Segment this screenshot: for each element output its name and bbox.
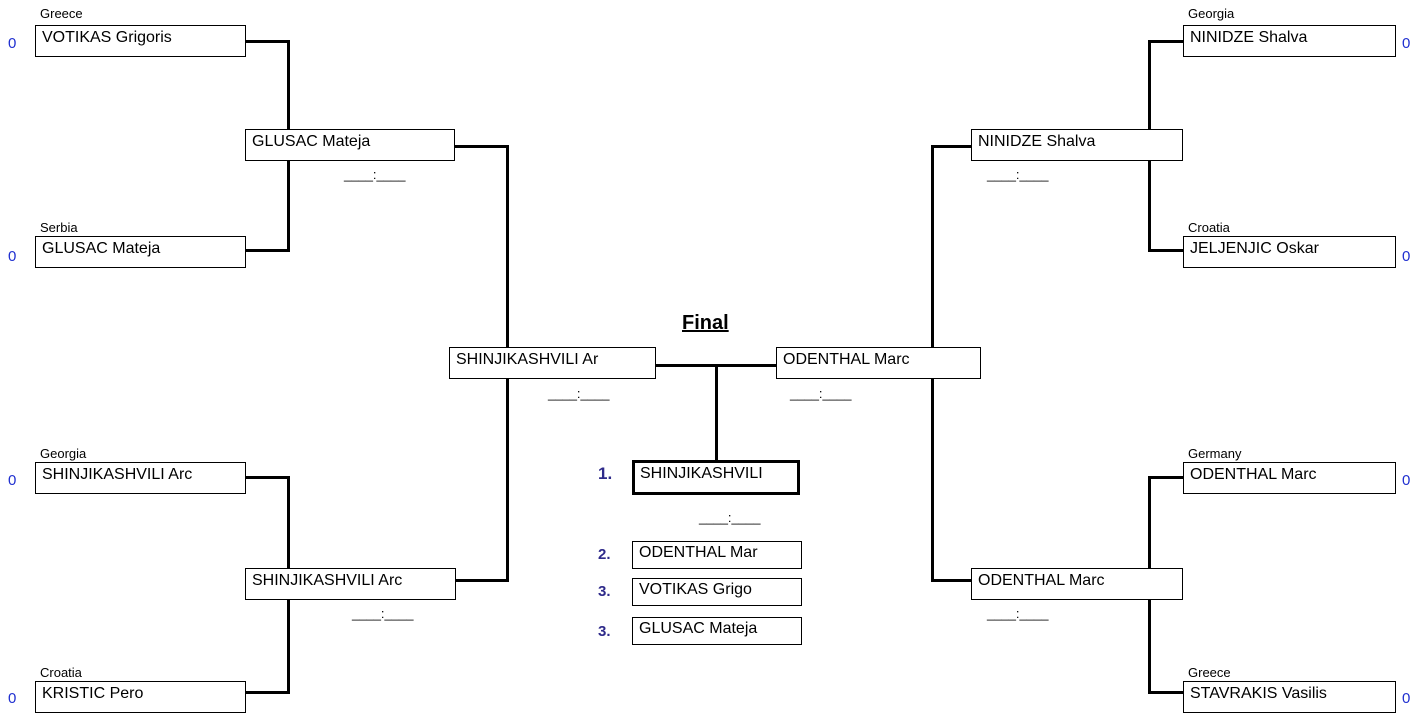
semifinal-slot[interactable]: ODENTHAL Marc <box>971 568 1183 600</box>
bracket-connector <box>1148 599 1151 694</box>
match-score: ____:____ <box>548 386 610 401</box>
bracket-connector <box>456 579 509 582</box>
bracket-connector <box>1148 40 1151 130</box>
score-value: 0 <box>1402 35 1411 52</box>
country-label: Georgia <box>1188 6 1235 21</box>
score-value: 0 <box>1402 248 1411 265</box>
match-score: ____:____ <box>344 167 406 182</box>
finalist-slot-left[interactable]: SHINJIKASHVILI Ar <box>449 347 656 379</box>
bracket-connector <box>246 691 290 694</box>
country-label: Germany <box>1188 446 1242 461</box>
player-slot[interactable]: GLUSAC Mateja <box>35 236 246 268</box>
bracket-connector <box>931 145 971 148</box>
bracket-connector <box>506 145 509 348</box>
country-label: Serbia <box>40 220 78 235</box>
bracket-connector <box>1148 160 1151 252</box>
player-slot[interactable]: NINIDZE Shalva <box>1183 25 1396 57</box>
finalist-slot-right[interactable]: ODENTHAL Marc <box>776 347 981 379</box>
semifinal-slot[interactable]: NINIDZE Shalva <box>971 129 1183 161</box>
semifinal-slot[interactable]: SHINJIKASHVILI Arc <box>245 568 456 600</box>
bracket-connector <box>1148 40 1183 43</box>
country-label: Georgia <box>40 446 87 461</box>
final-title: Final <box>682 312 729 334</box>
rank-1: 1. <box>598 464 613 483</box>
player-slot[interactable]: SHINJIKASHVILI Arc <box>35 462 246 494</box>
match-score: ____:____ <box>699 510 761 525</box>
bracket-connector <box>455 145 509 148</box>
match-score: ____:____ <box>352 606 414 621</box>
bracket-connector <box>506 378 509 582</box>
match-score: ____:____ <box>987 606 1049 621</box>
bracket-connector <box>1148 476 1151 569</box>
bracket-connector <box>246 476 290 479</box>
player-slot[interactable]: KRISTIC Pero <box>35 681 246 713</box>
bracket-connector <box>1148 476 1183 479</box>
rank-3: 3. <box>598 583 611 600</box>
player-slot[interactable]: JELJENJIC Oskar <box>1183 236 1396 268</box>
country-label: Greece <box>40 6 83 21</box>
bracket-connector <box>287 599 290 694</box>
bracket-connector <box>246 249 290 252</box>
match-score: ____:____ <box>987 167 1049 182</box>
bracket-connector <box>1148 249 1183 252</box>
player-slot[interactable]: STAVRAKIS Vasilis <box>1183 681 1396 713</box>
score-value: 0 <box>1402 690 1411 707</box>
bracket-connector <box>287 160 290 252</box>
country-label: Croatia <box>40 665 82 680</box>
score-value: 0 <box>8 35 17 52</box>
bracket-connector <box>931 145 934 348</box>
player-slot[interactable]: ODENTHAL Marc <box>1183 462 1396 494</box>
winner-slot[interactable]: SHINJIKASHVILI <box>632 460 800 495</box>
country-label: Croatia <box>1188 220 1230 235</box>
bracket-connector <box>715 364 718 461</box>
bracket-connector <box>287 476 290 569</box>
rank-3: 3. <box>598 623 611 640</box>
bracket-connector <box>931 378 934 582</box>
bracket-connector <box>931 579 971 582</box>
bracket-connector <box>246 40 290 43</box>
score-value: 0 <box>8 472 17 489</box>
match-score: ____:____ <box>790 386 852 401</box>
country-label: Greece <box>1188 665 1231 680</box>
standing-slot[interactable]: VOTIKAS Grigo <box>632 578 802 606</box>
score-value: 0 <box>8 248 17 265</box>
standing-slot[interactable]: GLUSAC Mateja <box>632 617 802 645</box>
rank-2: 2. <box>598 546 611 563</box>
score-value: 0 <box>1402 472 1411 489</box>
bracket-connector <box>287 40 290 130</box>
standing-slot[interactable]: ODENTHAL Mar <box>632 541 802 569</box>
semifinal-slot[interactable]: GLUSAC Mateja <box>245 129 455 161</box>
player-slot[interactable]: VOTIKAS Grigoris <box>35 25 246 57</box>
score-value: 0 <box>8 690 17 707</box>
bracket-connector <box>1148 691 1183 694</box>
